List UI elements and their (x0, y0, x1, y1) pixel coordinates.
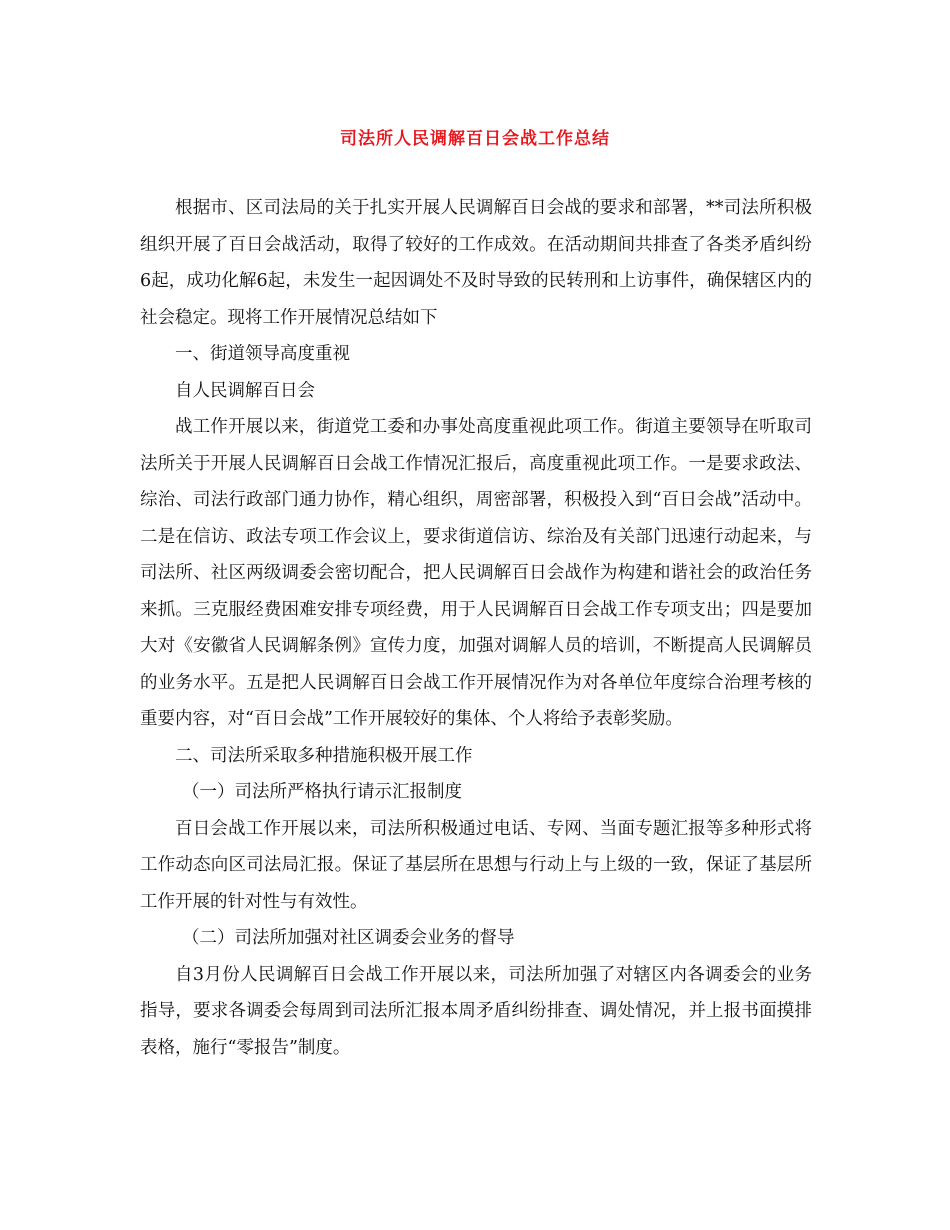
paragraph-intro: 根据市、区司法局的关于扎实开展人民调解百日会战的要求和部署，**司法所积极组织开展了百日会战活动，取得了较好的工作成效。在活动期间共排查了各类矛盾纠纷6起，成功化解6起，未发生一起因调处不及时导致的民转刑和上访事件，确保辖区内的社会稳定。现将工作开展情况总结如下 (140, 198, 812, 328)
paragraph-section-1-body: 战工作开展以来，街道党工委和办事处高度重视此项工作。街道主要领导在听取司法所关于开展人民调解百日会战工作情况汇报后，高度重视此项工作。一是要求政法、综治、司法行政部门通力协作，精心组织，周密部署，积极投入到“百日会战”活动中。二是在信访、政法专项工作会议上，要求街道信访、综治及有关部门迅速行动起来，与司法所、社区两级调委会密切配合，把人民调解百日会战作为构建和谐社会的政治任务来抓。三克服经费困难安排专项经费，用于人民调解百日会战工作专项支出；四是要加大对《安徽省人民调解条例》宣传力度，加强对调解人员的培训，不断提高人民调解员的业务水平。五是把人民调解百日会战工作开展情况作为对各单位年度综合治理考核的重要内容，对“百日会战”工作开展较好的集体、个人将给予表彰奖励。 (140, 417, 812, 729)
heading-subsection-2: （二）司法所加强对社区调委会业务的督导 (182, 928, 515, 948)
paragraph-subsection-1-body: 百日会战工作开展以来，司法所积极通过电话、专网、当面专题汇报等多种形式将工作动态向区司法局汇报。保证了基层所在思想与行动上与上级的一致，保证了基层所工作开展的针对性与有效性。 (140, 818, 812, 912)
document-title: 司法所人民调解百日会战工作总结 (340, 129, 610, 149)
heading-section-2: 二、司法所采取多种措施积极开展工作 (175, 745, 473, 766)
document-body (140, 190, 812, 1066)
paragraph-fragment: 自人民调解百日会 (175, 380, 315, 401)
paragraph-subsection-2-body: 自3月份人民调解百日会战工作开展以来，司法所加强了对辖区内各调委会的业务指导，要求各调委会每周到司法所汇报本周矛盾纠纷排查、调处情况，并上报书面摸排表格，施行“零报告”制度。 (140, 964, 812, 1058)
heading-section-1: 一、街道领导高度重视 (175, 344, 350, 364)
heading-subsection-1: （一）司法所严格执行请示汇报制度 (182, 782, 462, 802)
